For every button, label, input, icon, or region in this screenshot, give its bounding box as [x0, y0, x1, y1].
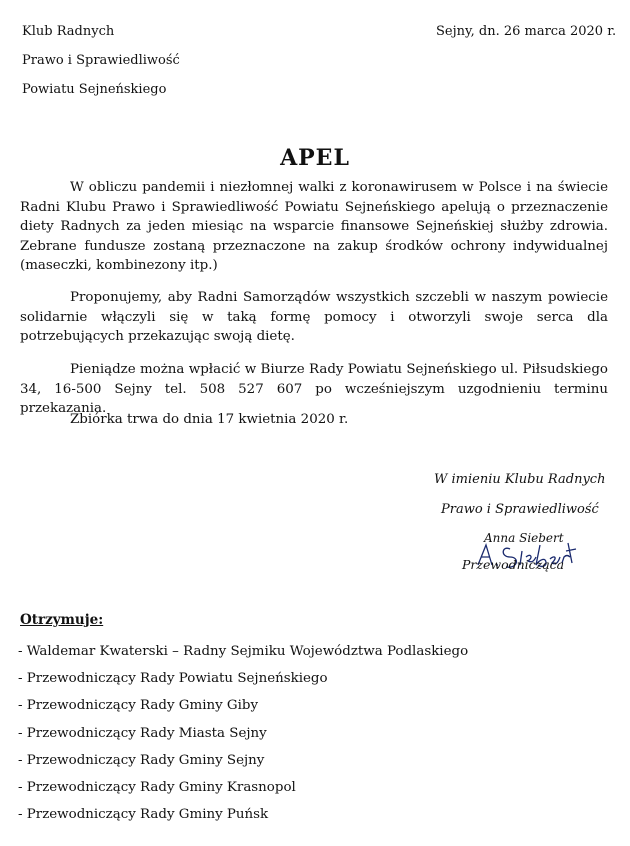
paragraph-4-block	[20, 410, 608, 430]
list-item: - Przewodniczący Rady Gminy Krasnopol	[18, 779, 296, 795]
org-name-line3: Powiatu Sejneńskiego	[22, 82, 167, 97]
place-date: Sejny, dn. 26 marca 2020 r.	[436, 24, 617, 39]
signature-line2: Prawo i Sprawiedliwość	[441, 502, 599, 517]
paragraph-1-block	[20, 178, 608, 276]
signature-name: Anna Siebert	[484, 531, 564, 545]
org-name-line1: Klub Radnych	[22, 24, 115, 39]
signature-role: Przewodnicząca	[462, 557, 565, 572]
list-item: - Przewodniczący Rady Gminy Sejny	[18, 752, 265, 768]
list-item: - Przewodniczący Rady Gminy Giby	[18, 698, 259, 714]
list-item: - Waldemar Kwaterski – Radny Sejmiku Województwa Podlaskiego	[18, 644, 469, 659]
document-title: APEL	[280, 145, 350, 171]
paragraph-3: Pieniądze można wpłacić w Biurze Rady Powiatu Sejneńskiego ul. Piłsudskiego 34, 16-500 Sejny tel. 508 527 607 po wcześniejszym uzgodnieniu terminu przekazania.	[20, 362, 608, 416]
list-item: - Przewodniczący Rady Powiatu Sejneńskiego	[18, 671, 328, 687]
paragraph-2: Proponujemy, aby Radni Samorządów wszystkich szczebli w naszym powiecie solidarnie włączyli się w taką formę pomocy i otworzyli swoje serca dla potrzebujących przekazując swoją dietę.	[20, 290, 608, 344]
paragraph-2-block	[20, 288, 608, 347]
recipients-list	[18, 641, 468, 831]
signature-line1: W imieniu Klubu Radnych	[434, 472, 606, 487]
paragraph-1: W obliczu pandemii i niezłomnej walki z koronawirusem w Polsce i na świecie Radni Klubu Prawo i Sprawiedliwość Powiatu Sejneńskiego apelują o przeznaczenie diety Radnych za jeden miesiąc na wsparcie finansowe Sejneńskiej służby zdrowia. Zebrane fundusze zostaną przeznaczone na zakup środków ochrony indywidualnej (maseczki, kombinezony itp.)	[20, 180, 608, 273]
org-name-line2: Prawo i Sprawiedliwość	[22, 53, 180, 68]
recipients-heading: Otrzymuje:	[20, 612, 104, 628]
paragraph-4: Zbiórka trwa do dnia 17 kwietnia 2020 r.	[70, 412, 349, 427]
list-item: - Przewodniczący Rady Gminy Puńsk	[18, 807, 269, 823]
list-item: - Przewodniczący Rady Miasta Sejny	[18, 725, 267, 741]
